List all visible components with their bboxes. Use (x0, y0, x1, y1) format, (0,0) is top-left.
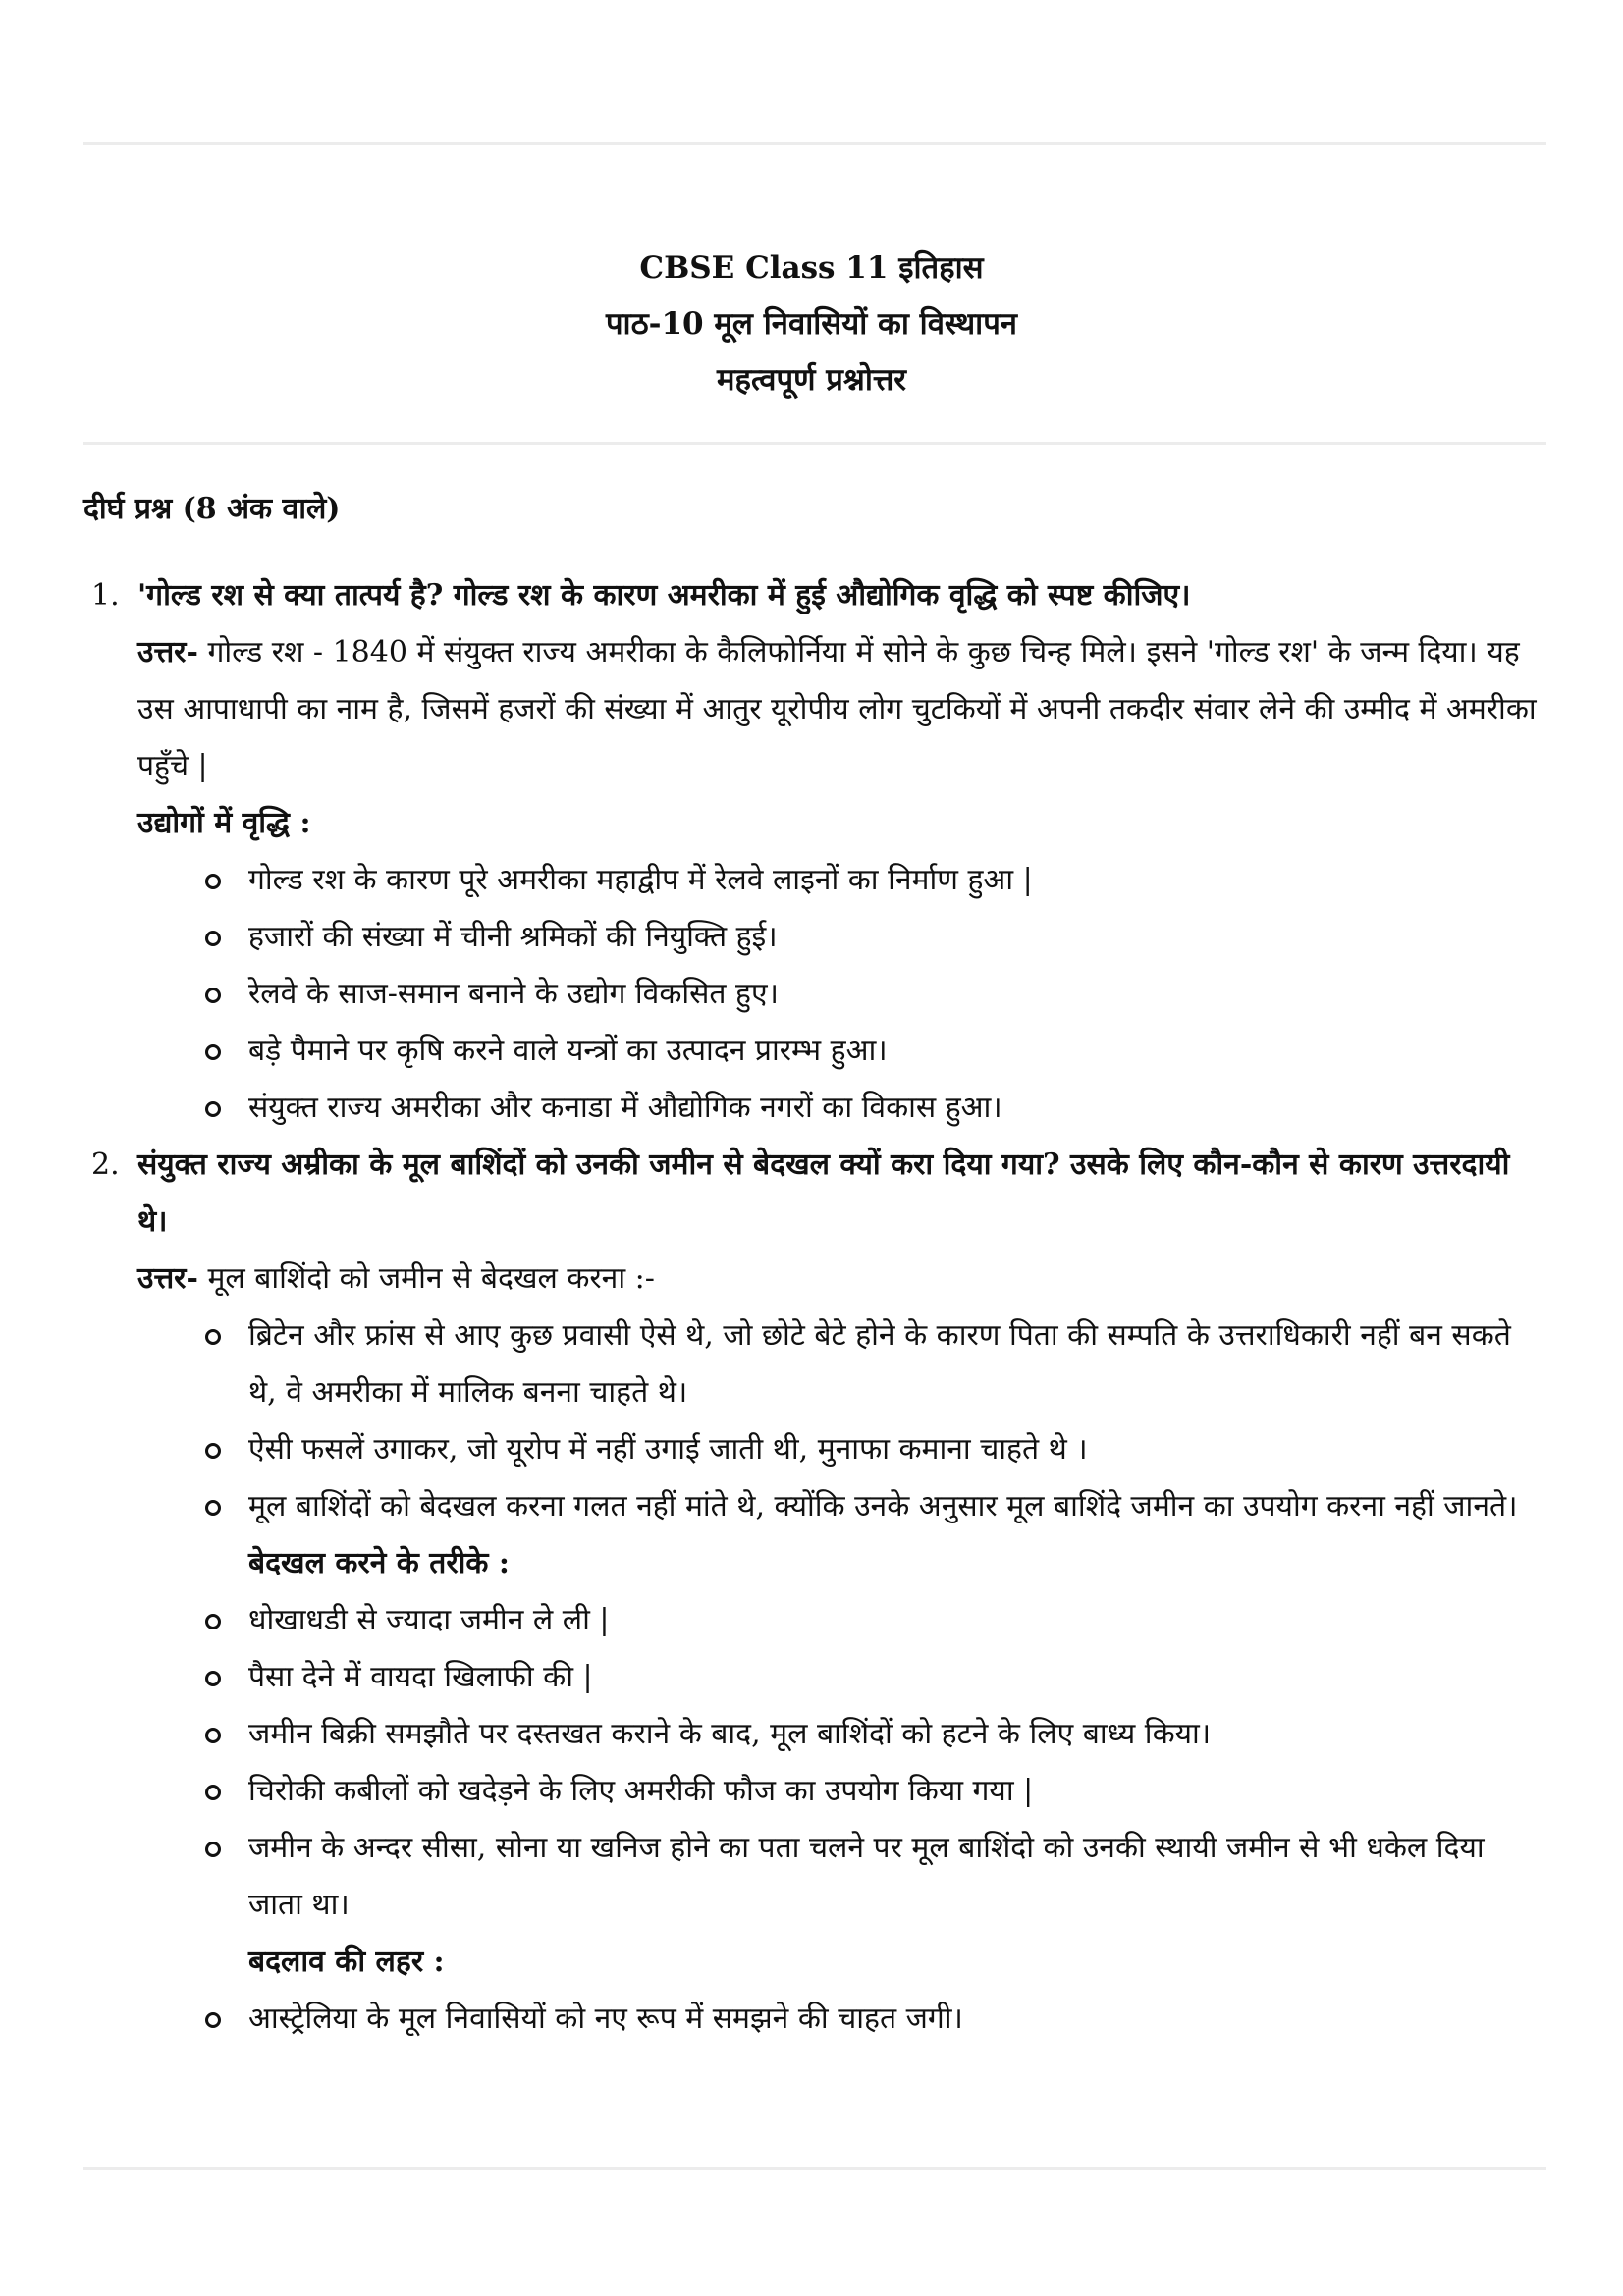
list-item: धोखाधडी से ज्यादा जमीन ले ली | (248, 1592, 1546, 1649)
list-item: रेलवे के साज-समान बनाने के उद्योग विकसित हुए। (248, 966, 1546, 1023)
bullet-circle-icon (205, 1101, 221, 1117)
header-course: CBSE Class 11 इतिहास (639, 250, 984, 286)
bullet-list-industry (83, 852, 1546, 1137)
question-text: 'गोल्ड रश से क्या तात्पर्य है? गोल्ड रश के कारण अमरीका में हुई औद्योगिक वृद्धि को स्पष्ट कीजिए। (137, 578, 1191, 613)
subheading-industry-growth: उद्योगों में वृद्धि : (137, 806, 311, 840)
list-item: जमीन बिक्री समझौते पर दस्तखत कराने के बाद, मूल बाशिंदों को हटने के लिए बाध्य किया। (248, 1706, 1546, 1763)
question-text: संयुक्त राज्य अम्रीका के मूल बाशिंदों को उनकी जमीन से बेदखल क्यों करा दिया गया? उसके लिए कौन-कौन से कारण उत्तरदायी थे। (137, 1148, 1510, 1239)
bullet-circle-icon (205, 2012, 221, 2028)
answer-1 (83, 624, 1546, 795)
document-body (83, 481, 1546, 2048)
bullet-circle-icon (205, 1785, 221, 1800)
top-divider (83, 142, 1546, 145)
bullet-circle-icon (205, 1614, 221, 1629)
bullet-circle-icon (205, 1671, 221, 1686)
bullet-circle-icon (205, 1728, 221, 1743)
list-item: गोल्ड रश के कारण पूरे अमरीका महाद्वीप में रेलवे लाइनों का निर्माण हुआ | (248, 852, 1546, 909)
list-item: ऐसी फसलें उगाकर, जो यूरोप में नहीं उगाई जाती थी, मुनाफा कमाना चाहते थे । (248, 1421, 1546, 1478)
list-item: हजारों की संख्या में चीनी श्रमिकों की नियुक्ति हुई। (248, 909, 1546, 966)
subheading-eviction-methods: बेदखल करने के तरीके : (248, 1546, 510, 1580)
bullet-circle-icon (205, 1443, 221, 1459)
answer-label: उत्तर- (137, 1261, 198, 1296)
list-item: बड़े पैमाने पर कृषि करने वाले यन्त्रों का उत्पादन प्रारम्भ हुआ। (248, 1023, 1546, 1080)
list-item: ब्रिटेन और फ्रांस से आए कुछ प्रवासी ऐसे थे, जो छोटे बेटे होने के कारण पिता की सम्पति के उत्तराधिकारी नहीं बन सकते थे, वे अमरीका में मालिक बनना चाहते थे। (248, 1308, 1546, 1421)
bullet-circle-icon (205, 988, 221, 1003)
bullet-list-change (83, 1991, 1546, 2048)
bullet-circle-icon (205, 1329, 221, 1345)
question-number: 2. (91, 1148, 120, 1182)
bullet-circle-icon (205, 1044, 221, 1060)
bullet-circle-icon (205, 874, 221, 889)
bullet-circle-icon (205, 931, 221, 946)
question-number: 1. (91, 578, 120, 613)
bullet-list-reasons (83, 1308, 1546, 1535)
list-item: आस्ट्रेलिया के मूल निवासियों को नए रूप में समझने की चाहत जगी। (248, 1991, 1546, 2048)
header-divider (83, 442, 1546, 445)
bullet-list-methods (83, 1592, 1546, 1934)
bullet-circle-icon (205, 1842, 221, 1857)
list-item: मूल बाशिंदों को बेदखल करना गलत नहीं मांते थे, क्योंकि उनके अनुसार मूल बाशिंदे जमीन का उपयोग करना नहीं जानते। (248, 1478, 1546, 1535)
bottom-divider (83, 2167, 1546, 2170)
document-header (0, 240, 1623, 408)
header-subtitle: महत्वपूर्ण प्रश्नोत्तर (717, 362, 906, 398)
answer-text: मूल बाशिंदो को जमीन से बेदखल करना :- (197, 1261, 655, 1296)
list-item: संयुक्त राज्य अमरीका और कनाडा में औद्योगिक नगरों का विकास हुआ। (248, 1080, 1546, 1137)
answer-2 (83, 1251, 1546, 1308)
header-chapter: पाठ-10 मूल निवासियों का विस्थापन (605, 306, 1018, 342)
question-2 (83, 1137, 1546, 1251)
answer-text: गोल्ड रश - 1840 में संयुक्त राज्य अमरीका के कैलिफोर्निया में सोने के कुछ चिन्ह मिले। इसने 'गोल्ड रश' के जन्म दिया। यह उस आपाधापी का नाम है, जिसमें हजरों की संख्या में आतुर यूरोपीय लोग चुटकियों में अपनी तकदीर संवार लेने की उम्मीद में अमरीका पहुँचे | (137, 635, 1537, 783)
bullet-circle-icon (205, 1500, 221, 1516)
list-item: चिरोकी कबीलों को खदेड़ने के लिए अमरीकी फौज का उपयोग किया गया | (248, 1763, 1546, 1820)
question-1 (83, 567, 1546, 624)
subheading-wave-of-change: बदलाव की लहर : (248, 1945, 445, 1979)
answer-label: उत्तर- (137, 635, 198, 669)
section-heading: दीर्घ प्रश्न (8 अंक वाले) (83, 492, 341, 526)
list-item: जमीन के अन्दर सीसा, सोना या खनिज होने का पता चलने पर मूल बाशिंदो को उनकी स्थायी जमीन से भी धकेल दिया जाता था। (248, 1820, 1546, 1934)
list-item: पैसा देने में वायदा खिलाफी की | (248, 1649, 1546, 1706)
